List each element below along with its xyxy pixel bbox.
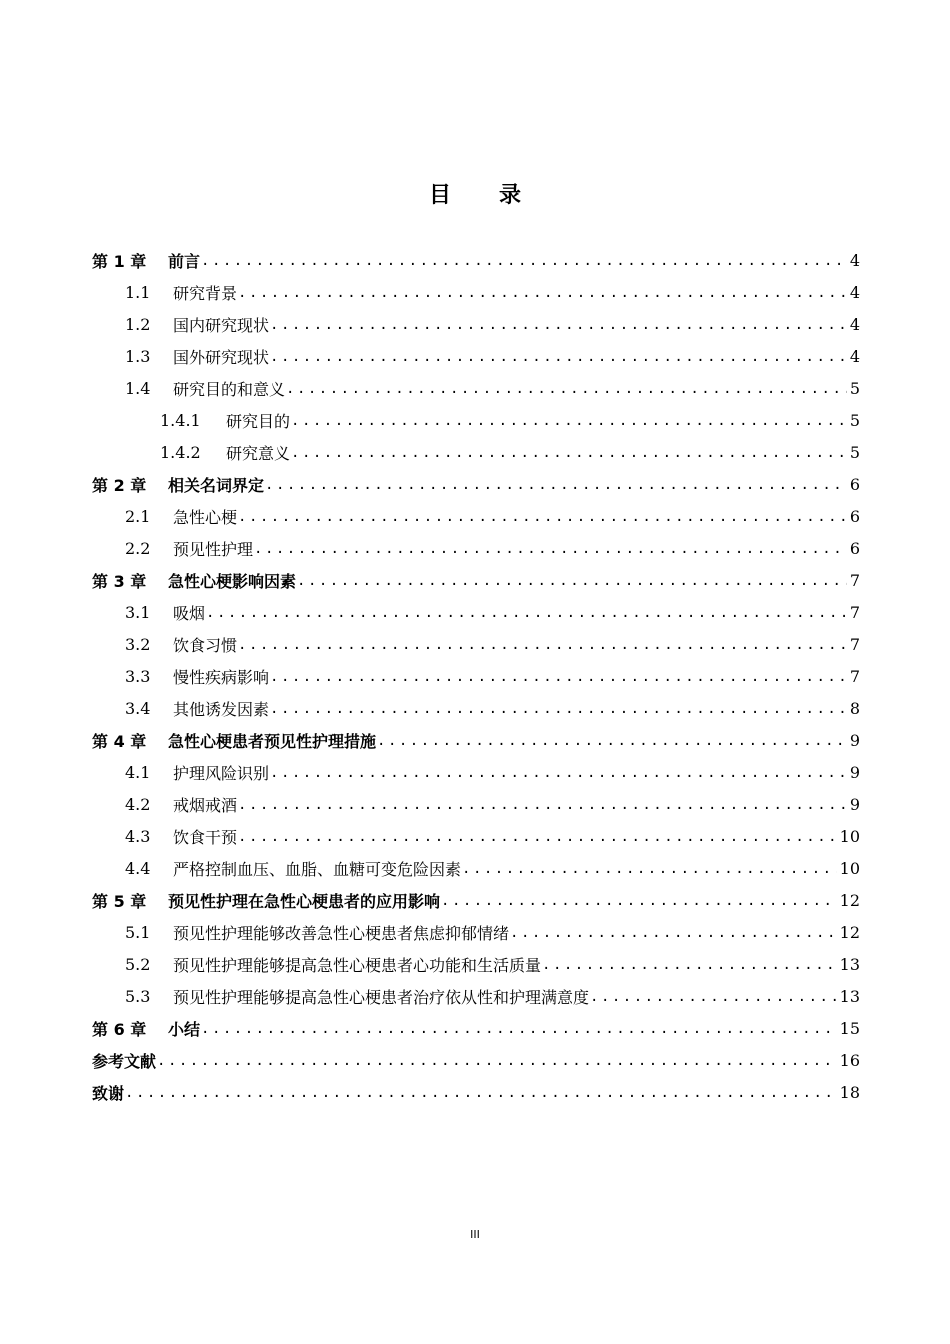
toc-entry-title: 研究目的和意义	[173, 379, 286, 399]
toc-page-number: 8	[849, 698, 860, 718]
toc-entry-title: 致谢	[92, 1083, 125, 1103]
toc-entry-title: 研究目的	[226, 411, 291, 431]
toc-entry-number: 4.3	[125, 826, 151, 846]
toc-entry-title: 吸烟	[173, 603, 206, 623]
toc-entry-number: 第 2 章	[92, 475, 147, 495]
toc-dot-leader	[377, 725, 847, 757]
toc-chapter-entry[interactable]	[92, 564, 860, 596]
toc-section-entry[interactable]	[92, 628, 860, 660]
toc-entry-number: 4.2	[125, 794, 151, 814]
toc-section-entry[interactable]	[92, 788, 860, 820]
toc-dot-leader	[270, 693, 847, 725]
toc-dot-leader	[125, 1077, 837, 1109]
toc-page-number: 12	[839, 890, 860, 910]
toc-chapter-entry[interactable]	[92, 724, 860, 756]
toc-page-number: 10	[839, 858, 860, 878]
toc-entry-number: 第 6 章	[92, 1019, 147, 1039]
toc-entry-title: 严格控制血压、血脂、血糖可变危险因素	[173, 859, 462, 879]
toc-entry-title: 其他诱发因素	[173, 699, 270, 719]
toc-chapter-entry[interactable]	[92, 1012, 860, 1044]
toc-section-entry[interactable]	[92, 948, 860, 980]
toc-entry-number: 4.1	[125, 762, 151, 782]
toc-dot-leader	[238, 277, 847, 309]
toc-section-entry[interactable]	[92, 820, 860, 852]
toc-entry-number: 3.4	[125, 698, 151, 718]
toc-dot-leader	[270, 341, 847, 373]
title-part-2: 录	[499, 183, 522, 208]
toc-section-entry[interactable]	[92, 500, 860, 532]
toc-dot-leader	[238, 629, 847, 661]
toc-chapter-entry[interactable]	[92, 1044, 860, 1076]
toc-section-entry[interactable]	[92, 852, 860, 884]
toc-entry-title: 急性心梗患者预见性护理措施	[168, 731, 377, 751]
toc-page-number: 9	[849, 762, 860, 782]
toc-entry-title: 急性心梗	[173, 507, 238, 527]
toc-dot-leader	[270, 661, 847, 693]
toc-page-number: 5	[849, 410, 860, 430]
toc-entry-title: 国内研究现状	[173, 315, 270, 335]
toc-entry-title: 研究背景	[173, 283, 238, 303]
toc-page-number: 10	[839, 826, 860, 846]
toc-page-number: 7	[849, 570, 860, 590]
toc-entry-number: 1.2	[125, 314, 151, 334]
page-title	[0, 178, 950, 209]
toc-page-number: 16	[839, 1050, 860, 1070]
toc-entry-number: 5.1	[125, 922, 151, 942]
toc-entry-title: 急性心梗影响因素	[168, 571, 297, 591]
toc-section-entry[interactable]	[92, 980, 860, 1012]
toc-entry-title: 饮食习惯	[173, 635, 238, 655]
toc-page-number: 6	[849, 506, 860, 526]
toc-entry-number: 1.4.2	[160, 442, 201, 462]
toc-entry-number: 1.4	[125, 378, 151, 398]
toc-page-number: 9	[849, 730, 860, 750]
toc-section-entry[interactable]	[92, 660, 860, 692]
toc-dot-leader	[254, 533, 847, 565]
toc-entry-number: 2.1	[125, 506, 151, 526]
toc-page-number: 5	[849, 378, 860, 398]
toc-dot-leader	[441, 885, 837, 917]
toc-page-number: 5	[849, 442, 860, 462]
toc-entry-number: 第 1 章	[92, 251, 147, 271]
toc-entry-number: 第 4 章	[92, 731, 147, 751]
title-part-1: 目	[428, 183, 451, 208]
toc-entry-number: 3.3	[125, 666, 151, 686]
toc-dot-leader	[270, 309, 847, 341]
toc-page-number: 4	[849, 250, 860, 270]
toc-dot-leader	[157, 1045, 837, 1077]
toc-page-number: 13	[839, 986, 860, 1006]
toc-chapter-entry[interactable]	[92, 1076, 860, 1108]
toc-page-number: 15	[839, 1018, 860, 1038]
toc-page-number: 18	[839, 1082, 860, 1102]
toc-dot-leader	[238, 789, 847, 821]
toc-entry-title: 预见性护理能够改善急性心梗患者焦虑抑郁情绪	[173, 923, 510, 943]
toc-entry-title: 前言	[168, 251, 201, 271]
page-number: III	[470, 1228, 480, 1241]
toc-dot-leader	[462, 853, 837, 885]
toc-page-number: 12	[839, 922, 860, 942]
table-of-contents	[92, 244, 860, 1108]
toc-dot-leader	[542, 949, 837, 981]
toc-page-number: 4	[849, 282, 860, 302]
toc-page-number: 9	[849, 794, 860, 814]
toc-entry-title: 护理风险识别	[173, 763, 270, 783]
toc-chapter-entry[interactable]	[92, 244, 860, 276]
toc-entry-number: 第 3 章	[92, 571, 147, 591]
toc-page-number: 13	[839, 954, 860, 974]
toc-entry-number: 3.2	[125, 634, 151, 654]
toc-chapter-entry[interactable]	[92, 468, 860, 500]
toc-dot-leader	[291, 437, 847, 469]
toc-section-entry[interactable]	[92, 916, 860, 948]
toc-page-number: 6	[849, 538, 860, 558]
toc-entry-title: 研究意义	[226, 443, 291, 463]
toc-dot-leader	[286, 373, 847, 405]
toc-section-entry[interactable]	[92, 692, 860, 724]
toc-dot-leader	[206, 597, 847, 629]
toc-section-entry[interactable]	[92, 276, 860, 308]
toc-section-entry[interactable]	[92, 596, 860, 628]
toc-entry-title: 小结	[168, 1019, 201, 1039]
toc-subsection-entry[interactable]	[92, 404, 860, 436]
toc-entry-title: 预见性护理在急性心梗患者的应用影响	[168, 891, 441, 911]
toc-section-entry[interactable]	[92, 308, 860, 340]
toc-entry-number: 1.4.1	[160, 410, 201, 430]
toc-entry-number: 2.2	[125, 538, 151, 558]
toc-dot-leader	[265, 469, 847, 501]
toc-entry-number: 1.3	[125, 346, 151, 366]
toc-dot-leader	[238, 821, 837, 853]
toc-section-entry[interactable]	[92, 372, 860, 404]
toc-dot-leader	[201, 1013, 837, 1045]
toc-subsection-entry[interactable]	[92, 436, 860, 468]
toc-page-number: 4	[849, 346, 860, 366]
toc-entry-number: 第 5 章	[92, 891, 147, 911]
toc-entry-number: 1.1	[125, 282, 151, 302]
toc-page-number: 4	[849, 314, 860, 334]
toc-dot-leader	[590, 981, 837, 1013]
toc-entry-title: 预见性护理能够提高急性心梗患者心功能和生活质量	[173, 955, 542, 975]
toc-entry-number: 4.4	[125, 858, 151, 878]
toc-entry-number: 3.1	[125, 602, 151, 622]
toc-section-entry[interactable]	[92, 756, 860, 788]
toc-dot-leader	[201, 245, 847, 277]
toc-dot-leader	[238, 501, 847, 533]
toc-entry-title: 国外研究现状	[173, 347, 270, 367]
toc-page-number: 6	[849, 474, 860, 494]
toc-entry-title: 饮食干预	[173, 827, 238, 847]
toc-entry-number: 5.2	[125, 954, 151, 974]
toc-dot-leader	[291, 405, 847, 437]
toc-page-number: 7	[849, 666, 860, 686]
toc-entry-title: 预见性护理	[173, 539, 254, 559]
toc-entry-title: 预见性护理能够提高急性心梗患者治疗依从性和护理满意度	[173, 987, 590, 1007]
toc-section-entry[interactable]	[92, 532, 860, 564]
toc-entry-title: 慢性疾病影响	[173, 667, 270, 687]
toc-entry-title: 参考文献	[92, 1051, 157, 1071]
toc-entry-title: 戒烟戒酒	[173, 795, 238, 815]
toc-page-number: 7	[849, 634, 860, 654]
toc-chapter-entry[interactable]	[92, 884, 860, 916]
toc-section-entry[interactable]	[92, 340, 860, 372]
toc-entry-title: 相关名词界定	[168, 475, 265, 495]
toc-page-number: 7	[849, 602, 860, 622]
toc-dot-leader	[510, 917, 837, 949]
toc-entry-number: 5.3	[125, 986, 151, 1006]
toc-dot-leader	[270, 757, 847, 789]
toc-dot-leader	[297, 565, 847, 597]
